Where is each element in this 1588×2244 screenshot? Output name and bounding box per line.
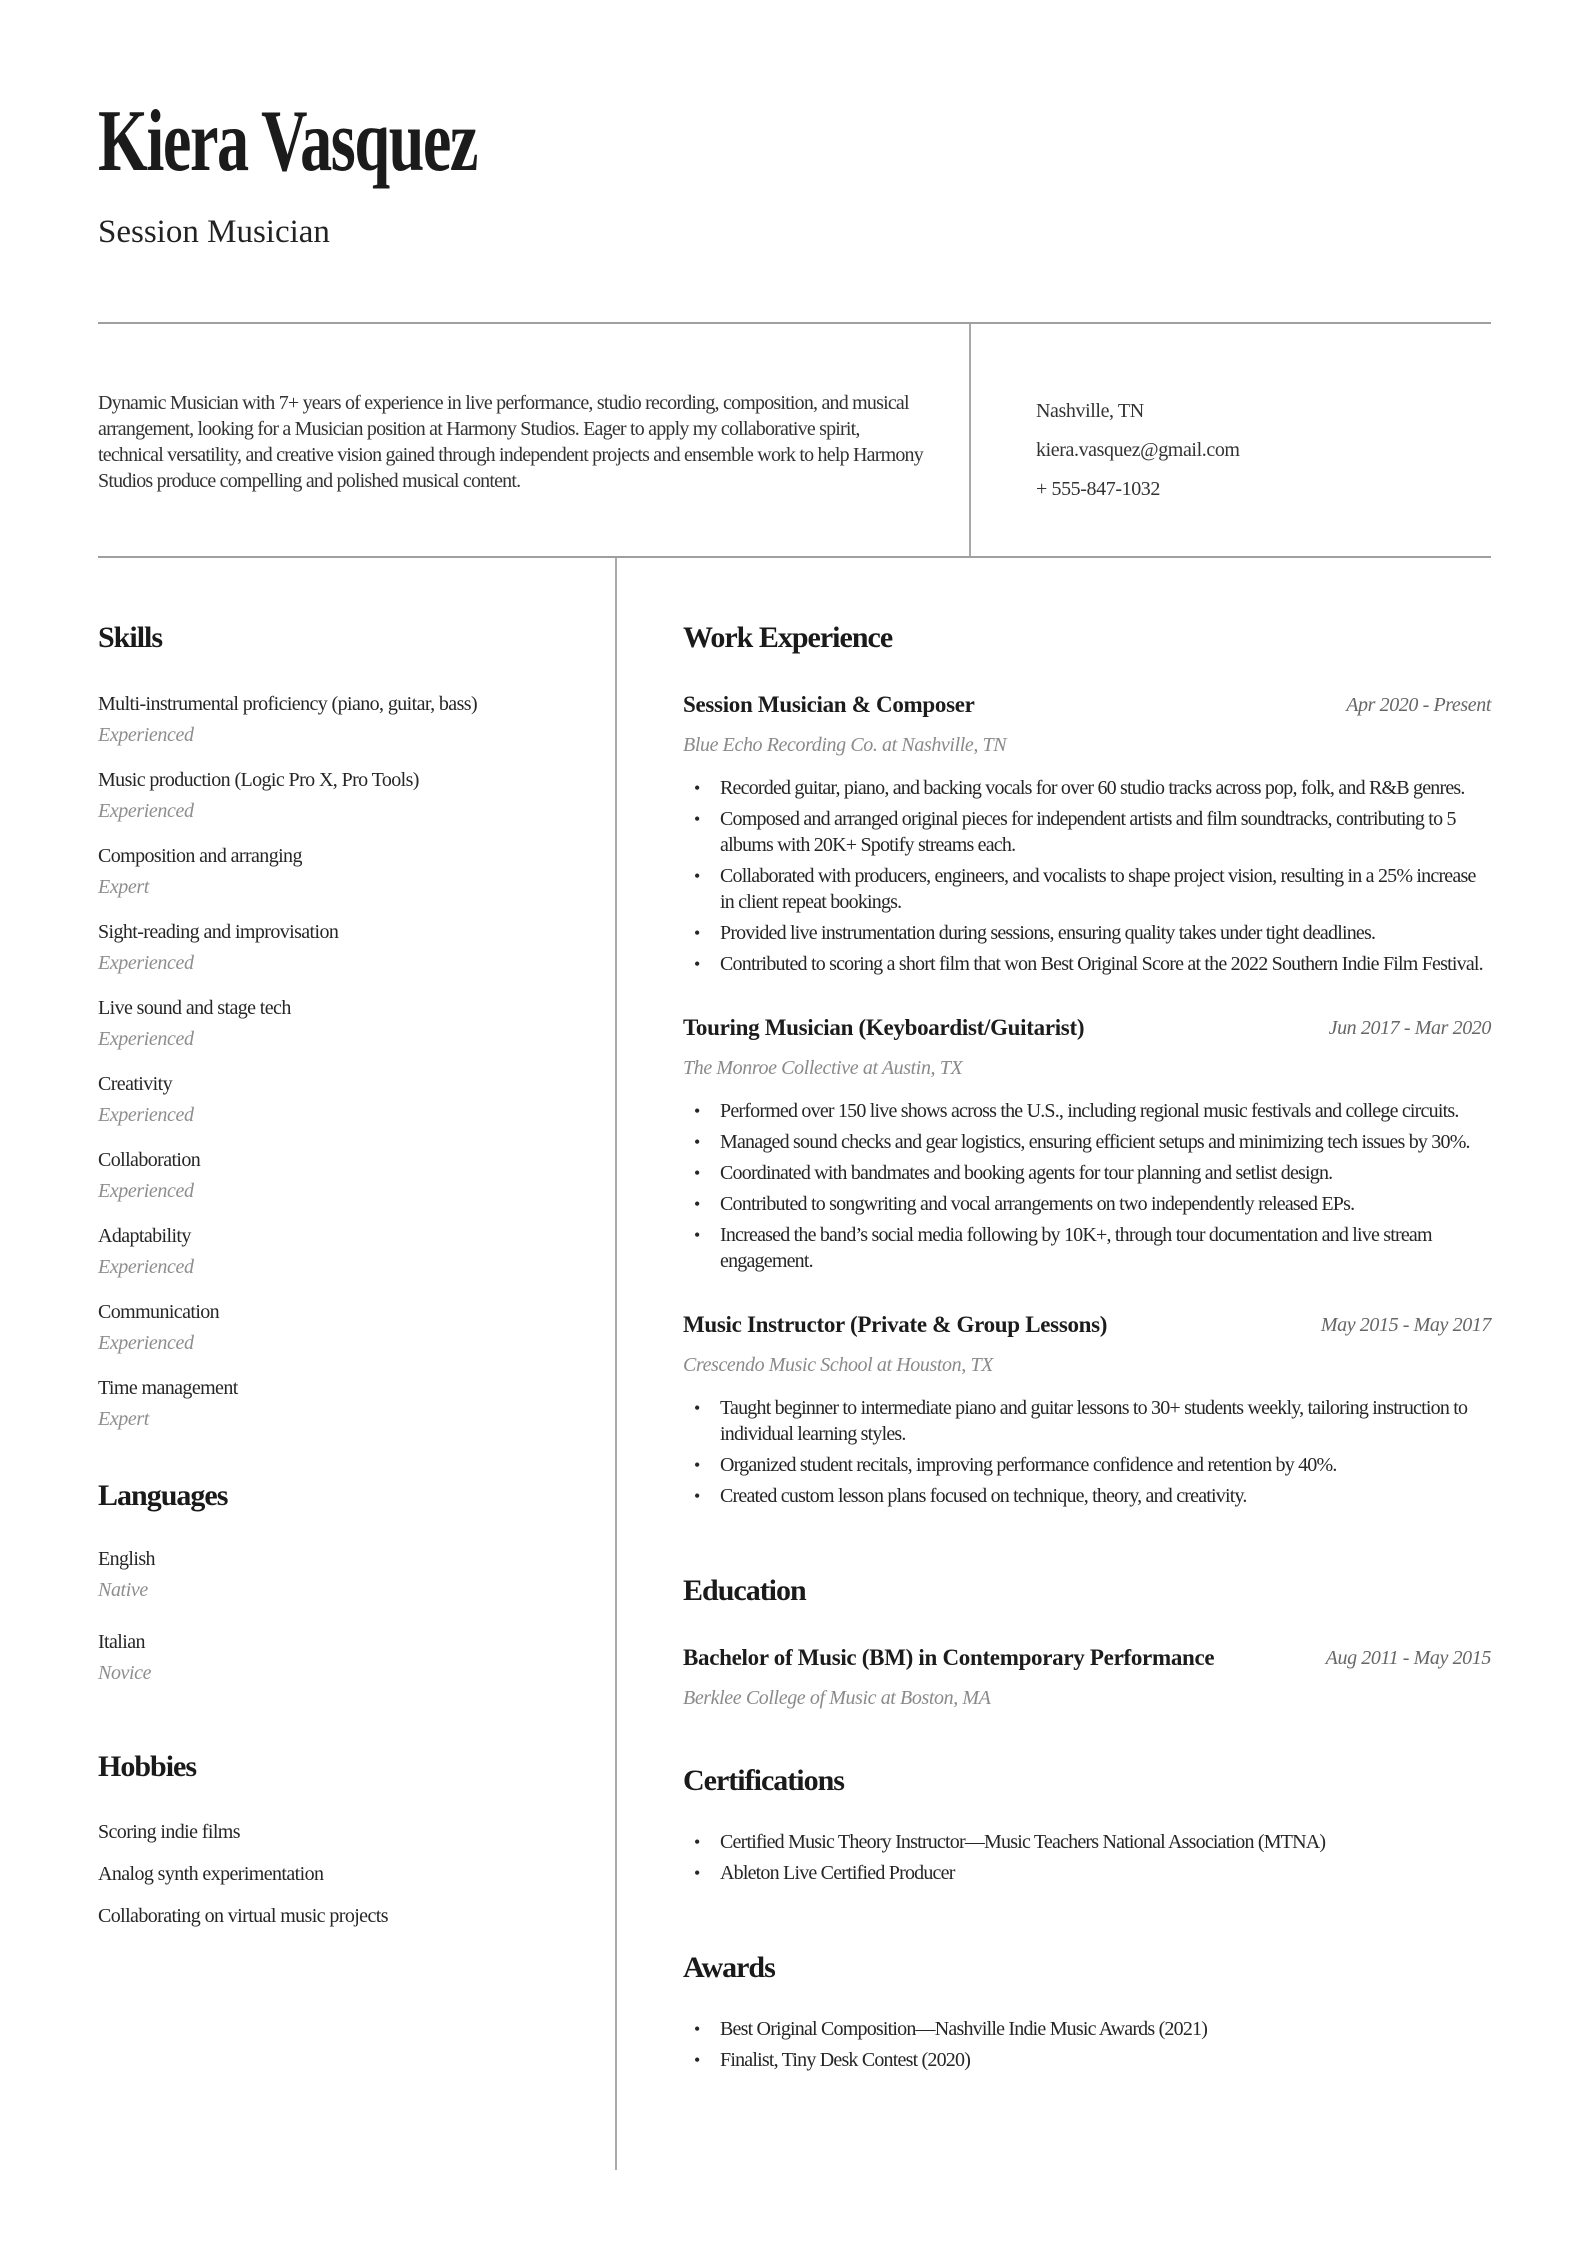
job-bullet-list	[683, 1395, 1491, 1509]
certification-text: Ableton Live Certified Producer	[720, 1862, 955, 1884]
contact-panel	[971, 324, 1491, 556]
skill-item	[98, 843, 559, 900]
bullet-item	[683, 1395, 1491, 1447]
award-text: Best Original Composition—Nashville Indie Music Awards (2021)	[720, 2018, 1208, 2040]
bullet-item	[683, 1222, 1491, 1274]
hobbies-list	[98, 1819, 559, 1929]
skill-item	[98, 1147, 559, 1204]
bullet-item	[683, 1483, 1491, 1509]
header-info-row	[98, 322, 1491, 556]
job-company: The Monroe Collective at Austin, TX	[683, 1057, 963, 1079]
bullet-item	[683, 863, 1491, 915]
skill-name: Live sound and stage tech	[98, 997, 291, 1019]
bullet-text: Recorded guitar, piano, and backing vocals for over 60 studio tracks across pop, folk, and R&B genres.	[720, 777, 1465, 799]
languages-heading: Languages	[98, 1479, 228, 1512]
job-dates: May 2015 - May 2017	[1320, 1314, 1491, 1336]
bullet-item	[683, 2016, 1491, 2042]
bullet-dot-icon: •	[694, 1455, 701, 1475]
bullet-dot-icon: •	[694, 923, 701, 943]
bullet-text: Managed sound checks and gear logistics, ensuring efficient setups and minimizing tech issues by 30%.	[720, 1131, 1470, 1153]
language-level: Native	[98, 1579, 148, 1601]
bullet-item	[683, 1098, 1491, 1124]
bullet-text: Organized student recitals, improving performance confidence and retention by 40%.	[720, 1454, 1337, 1476]
skill-name: Sight-reading and improvisation	[98, 921, 339, 943]
job-entry	[683, 1013, 1491, 1274]
award-text: Finalist, Tiny Desk Contest (2020)	[720, 2049, 971, 2071]
skill-item	[98, 691, 559, 748]
skill-name: Multi-instrumental proficiency (piano, guitar, bass)	[98, 693, 478, 715]
left-column	[98, 558, 617, 2170]
skill-level: Experienced	[98, 1332, 194, 1354]
skill-item	[98, 919, 559, 976]
bullet-text: Taught beginner to intermediate piano and guitar lessons to 30+ students weekly, tailoring instruction to individual learning styles.	[720, 1397, 1468, 1445]
skill-item	[98, 1299, 559, 1356]
skill-name: Creativity	[98, 1073, 172, 1095]
skill-name: Time management	[98, 1377, 238, 1399]
skill-name: Collaboration	[98, 1149, 201, 1171]
skills-heading: Skills	[98, 621, 163, 654]
skill-item	[98, 995, 559, 1052]
job-header	[683, 690, 1491, 720]
hobby-item: Analog synth experimentation	[98, 1863, 324, 1885]
candidate-job-title: Session Musician	[98, 214, 330, 250]
skill-level: Experienced	[98, 1028, 194, 1050]
contact-email: kiera.vasquez@gmail.com	[1036, 439, 1240, 461]
job-title: Music Instructor (Private & Group Lessons)	[683, 1312, 1108, 1337]
bullet-dot-icon: •	[694, 809, 701, 829]
main-columns	[98, 556, 1491, 2170]
bullet-text: Composed and arranged original pieces for independent artists and film soundtracks, contributing to 5 albums with 20K+ Spotify streams each.	[720, 808, 1456, 856]
bullet-item	[683, 2047, 1491, 2073]
education-entry	[683, 1643, 1491, 1711]
language-item	[98, 1546, 559, 1603]
skill-level: Experienced	[98, 952, 194, 974]
bullet-item	[683, 775, 1491, 801]
bullet-text: Collaborated with producers, engineers, and vocalists to shape project vision, resulting in a 25% increase in client repeat bookings.	[720, 865, 1476, 913]
job-entry	[683, 690, 1491, 977]
job-header	[683, 1013, 1491, 1043]
awards-list	[683, 2016, 1491, 2073]
work-experience-heading: Work Experience	[683, 621, 893, 654]
hobby-item: Collaborating on virtual music projects	[98, 1905, 388, 1927]
bullet-dot-icon: •	[694, 1163, 701, 1183]
education-dates: Aug 2011 - May 2015	[1325, 1647, 1491, 1669]
skill-level: Experienced	[98, 724, 194, 746]
education-header	[683, 1643, 1491, 1673]
language-level: Novice	[98, 1662, 152, 1684]
right-column	[617, 558, 1491, 2170]
certifications-heading: Certifications	[683, 1764, 844, 1797]
bullet-dot-icon: •	[694, 1194, 701, 1214]
bullet-dot-icon: •	[694, 2019, 701, 2039]
bullet-text: Coordinated with bandmates and booking agents for tour planning and setlist design.	[720, 1162, 1333, 1184]
language-item	[98, 1629, 559, 1686]
job-entry	[683, 1310, 1491, 1509]
skill-level: Experienced	[98, 800, 194, 822]
bullet-dot-icon: •	[694, 1863, 701, 1883]
contact-location: Nashville, TN	[1036, 400, 1144, 422]
bullet-item	[683, 806, 1491, 858]
languages-list	[98, 1546, 559, 1686]
bullet-item	[683, 1452, 1491, 1478]
bullet-item	[683, 1860, 1491, 1886]
job-company: Crescendo Music School at Houston, TX	[683, 1354, 993, 1376]
certification-text: Certified Music Theory Instructor—Music Teachers National Association (MTNA)	[720, 1831, 1326, 1853]
bullet-dot-icon: •	[694, 1132, 701, 1152]
job-dates: Apr 2020 - Present	[1346, 694, 1491, 716]
language-name: Italian	[98, 1631, 145, 1653]
certifications-list	[683, 1829, 1491, 1886]
job-bullet-list	[683, 775, 1491, 977]
bullet-dot-icon: •	[694, 1486, 701, 1506]
awards-heading: Awards	[683, 1951, 775, 1984]
bullet-text: Performed over 150 live shows across the U.S., including regional music festivals and college circuits.	[720, 1100, 1459, 1122]
bullet-item	[683, 951, 1491, 977]
bullet-item	[683, 1129, 1491, 1155]
hobbies-heading: Hobbies	[98, 1750, 197, 1783]
bullet-text: Created custom lesson plans focused on technique, theory, and creativity.	[720, 1485, 1247, 1507]
job-bullet-list	[683, 1098, 1491, 1274]
hobby-item: Scoring indie films	[98, 1821, 240, 1843]
summary-panel	[98, 324, 971, 556]
skill-item	[98, 1071, 559, 1128]
skill-level: Experienced	[98, 1104, 194, 1126]
job-company: Blue Echo Recording Co. at Nashville, TN	[683, 734, 1007, 756]
bullet-dot-icon: •	[694, 1101, 701, 1121]
bullet-text: Increased the band’s social media following by 10K+, through tour documentation and live stream engagement.	[720, 1224, 1432, 1272]
language-name: English	[98, 1548, 155, 1570]
bullet-dot-icon: •	[694, 1832, 701, 1852]
skill-name: Composition and arranging	[98, 845, 302, 867]
job-header	[683, 1310, 1491, 1340]
bullet-dot-icon: •	[694, 1398, 701, 1418]
education-heading: Education	[683, 1574, 806, 1607]
contact-phone: + 555-847-1032	[1036, 478, 1160, 500]
skill-level: Experienced	[98, 1256, 194, 1278]
skill-name: Adaptability	[98, 1225, 191, 1247]
bullet-item	[683, 1829, 1491, 1855]
education-school: Berklee College of Music at Boston, MA	[683, 1687, 991, 1709]
summary-text: Dynamic Musician with 7+ years of experience in live performance, studio recording, composition, and musical arrangement, looking for a Musician position at Harmony Studios. Eager to apply my collaborative spirit, technical versatility, and creative vision gained through independent projects and ensemble work to help Harmony Studios produce compelling and polished musical content.	[98, 392, 923, 492]
skills-list	[98, 691, 559, 1432]
job-dates: Jun 2017 - Mar 2020	[1328, 1017, 1491, 1039]
bullet-item	[683, 1160, 1491, 1186]
bullet-item	[683, 1191, 1491, 1217]
skill-item	[98, 1375, 559, 1432]
bullet-item	[683, 920, 1491, 946]
bullet-text: Contributed to songwriting and vocal arrangements on two independently released EPs.	[720, 1193, 1355, 1215]
job-title: Session Musician & Composer	[683, 692, 975, 717]
degree-title: Bachelor of Music (BM) in Contemporary Performance	[683, 1645, 1215, 1670]
bullet-dot-icon: •	[694, 954, 701, 974]
bullet-dot-icon: •	[694, 2050, 701, 2070]
skill-level: Expert	[98, 1408, 149, 1430]
bullet-dot-icon: •	[694, 1225, 701, 1245]
bullet-dot-icon: •	[694, 778, 701, 798]
bullet-text: Provided live instrumentation during sessions, ensuring quality takes under tight deadlines.	[720, 922, 1376, 944]
skill-name: Communication	[98, 1301, 220, 1323]
skill-level: Experienced	[98, 1180, 194, 1202]
skill-item	[98, 767, 559, 824]
bullet-dot-icon: •	[694, 866, 701, 886]
bullet-text: Contributed to scoring a short film that won Best Original Score at the 2022 Southern Indie Film Festival.	[720, 953, 1483, 975]
skill-level: Expert	[98, 876, 149, 898]
job-title: Touring Musician (Keyboardist/Guitarist)	[683, 1015, 1085, 1040]
skill-item	[98, 1223, 559, 1280]
candidate-name: Kiera Vasquez	[98, 93, 477, 190]
skill-name: Music production (Logic Pro X, Pro Tools)	[98, 769, 419, 791]
